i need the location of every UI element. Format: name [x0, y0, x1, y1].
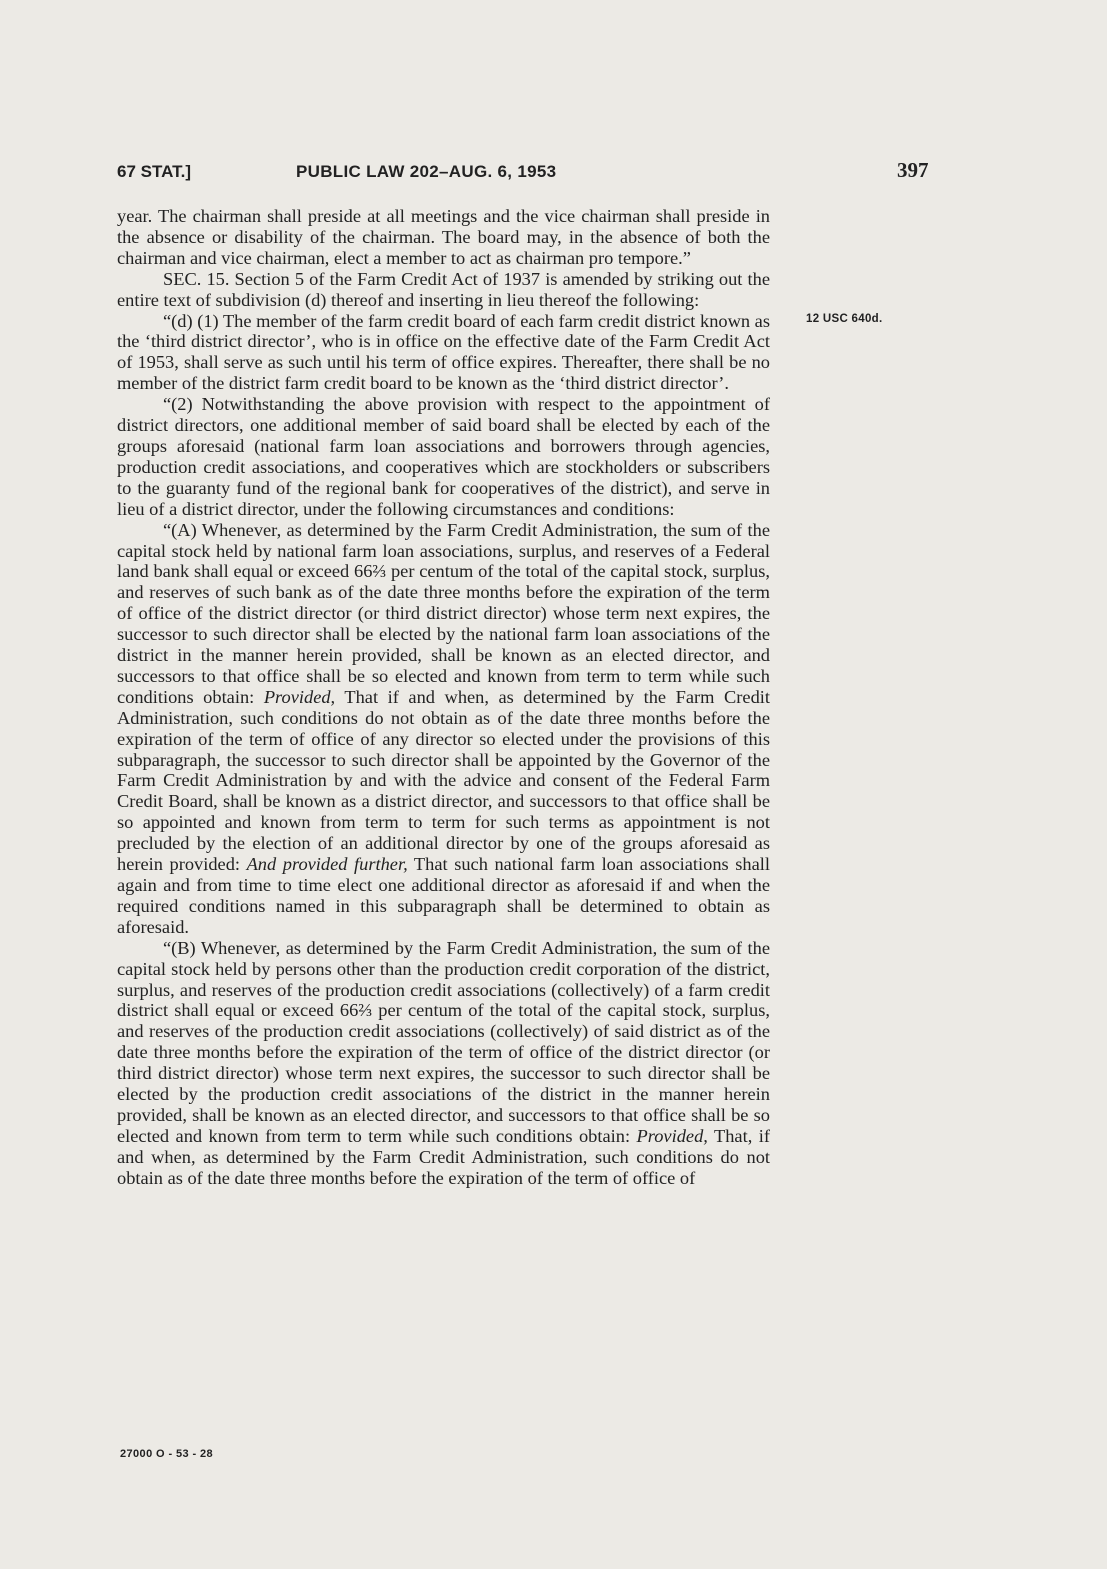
paragraph-B-text-2: That, if and when, as determined by the Farm Credit Administration, such conditions do not obtain as of the date three months before the expiration of the term of office of — [117, 1125, 770, 1188]
page-number: 397 — [897, 158, 929, 182]
paragraph-B-text-1: “(B) Whenever, as determined by the Farm Credit Administration, the sum of the capital stock held by persons other than the production credit corporation of the district, surplus, and reserves of the production credit associations (collectively) of a farm credit district shall equal or exceed 66⅔ per centum of the total of the capital stock, surplus, and reserves of the production credit associations (collectively) of said district as of the date three months before the expiration of the term of office of the district director (or third district director) whose term next expires, the successor to such director shall be elected by the production credit associations of the district in the manner herein provided, shall be known as an elected director, and successors to that office shall be so elected and known from term to term while such conditions obtain: — [117, 937, 770, 1146]
body-text — [117, 206, 770, 1189]
paragraph-A-text-2: That if and when, as determined by the Farm Credit Administration, such conditions do not obtain as of the date three months before the expiration of the term of office of any director so elected under the provisions of this subparagraph, the successor to such director shall be appointed by the Governor of the Farm Credit Administration by and with the advice and consent of the Federal Farm Credit Board, shall be known as a district director, and successors to that office shall be so appointed and known from term to term for such terms as appointment is not precluded by the election of an additional director by one of the groups aforesaid as herein provided: — [117, 686, 770, 875]
margin-citation: 12 USC 640d. — [806, 313, 883, 325]
paragraph-A — [117, 520, 770, 938]
paragraph-B — [117, 938, 770, 1189]
paragraph-sec-15: SEC. 15. Section 5 of the Farm Credit Act of 1937 is amended by striking out the entire text of subdivision (d) thereof and inserting in lieu thereof the following: — [117, 268, 770, 310]
proviso-italic: Provided, — [263, 686, 336, 707]
page-header — [117, 158, 929, 188]
proviso-italic: Provided, — [636, 1125, 708, 1146]
stat-reference: 67 STAT.] — [117, 162, 191, 181]
paragraph-continuation: year. The chairman shall preside at all meetings and the vice chairman shall preside in the absence or disability of the chairman. The board may, in the absence of both the chairman and vice chairman, elect a member to act as chairman pro tempore.” — [117, 206, 770, 268]
page-title: PUBLIC LAW 202–AUG. 6, 1953 — [296, 162, 557, 181]
paragraph-d-1: “(d) (1) The member of the farm credit board of each farm credit district known as the ‘third district director’, who is in office on the effective date of the Farm Credit Act of 1953, shall serve as such until his term of office expires. Thereafter, there shall be no member of the district farm credit board to be known as the ‘third district director’. — [117, 310, 770, 394]
paragraph-A-text-3: That such national farm loan associations shall again and from time to time elect one additional director as aforesaid if and when the required conditions named in this subparagraph shall be determined to obtain as aforesaid. — [117, 854, 770, 937]
print-code-footer: 27000 O - 53 - 28 — [120, 1448, 214, 1460]
proviso-further-italic: And provided further, — [246, 854, 408, 875]
paragraph-d-2: “(2) Notwithstanding the above provision with respect to the appointment of district directors, one additional member of said board shall be elected by each of the groups aforesaid (national farm loan associations and borrowers through agencies, production credit associations, and cooperatives which are stockholders or subscribers to the guaranty fund of the regional bank for cooperatives of the district), and serve in lieu of a district director, under the following circumstances and conditions: — [117, 394, 770, 519]
paragraph-A-text-1: “(A) Whenever, as determined by the Farm Credit Administration, the sum of the capital stock held by national farm loan associations, surplus, and reserves of a Federal land bank shall equal or exceed 66⅔ per centum of the total of the capital stock, surplus, and reserves of such bank as of the date three months before the expiration of the term of office of the district director (or third district director) whose term next expires, the successor to such director shall be elected by the national farm loan associations of the district in the manner herein provided, shall be known as an elected director, and successors to that office shall be so elected and known from term to term while such conditions obtain: — [117, 519, 770, 707]
